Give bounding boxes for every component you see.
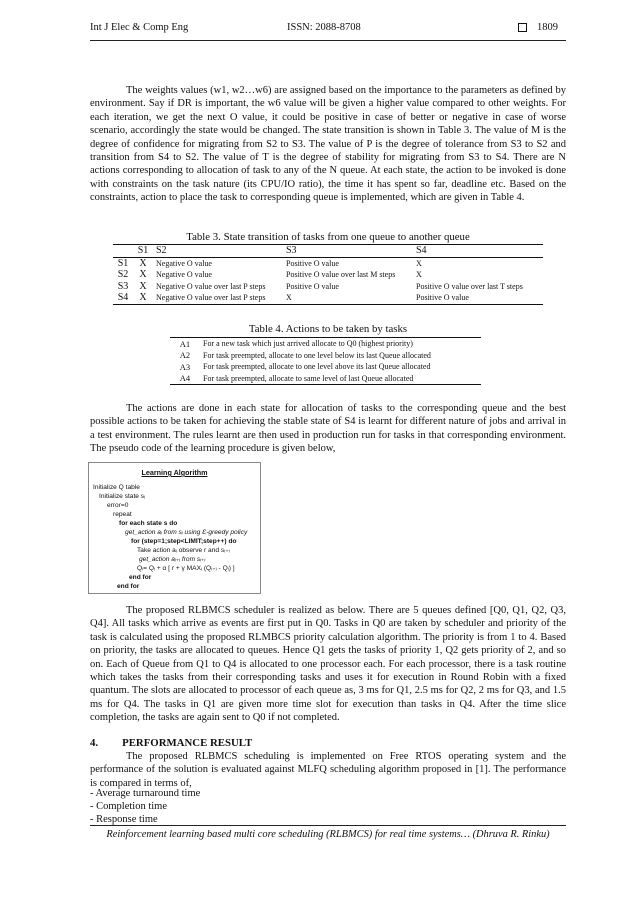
table-row: [113, 269, 543, 281]
table4: [170, 337, 481, 385]
table-cell: For task preempted, allocate to same level of last Queue allocated: [200, 373, 481, 385]
table-cell: Positive O value over last M steps: [286, 270, 396, 280]
table-cell: Positive O value over last T steps: [416, 281, 523, 291]
table-cell: For task preempted, allocate to one level above its last Queue allocated: [203, 362, 431, 372]
table3-header-cell: S2: [153, 245, 283, 258]
list-item: - Completion time: [90, 801, 167, 812]
running-header-journal: Int J Elec & Comp Eng: [90, 22, 189, 33]
table-cell: S1: [117, 257, 129, 269]
table-cell: Positive O value: [286, 258, 339, 268]
table-cell: X: [139, 280, 147, 292]
section-title: PERFORMANCE RESULT: [122, 737, 253, 749]
algorithm-title: Learning Algorithm: [141, 468, 208, 477]
table-cell: X: [139, 257, 147, 269]
algorithm-line: end for: [129, 574, 152, 581]
list-item: - Average turnaround time: [90, 788, 201, 799]
table-row: [113, 292, 543, 304]
table3-header-cell: S1: [133, 245, 153, 258]
table-cell: Negative O value: [156, 258, 212, 268]
algorithm-line: repeat: [113, 511, 132, 518]
footer-rule: [90, 825, 566, 826]
algorithm-line: Qᵢ= Qᵢ + α [ r + γ MAXᵢ (Qᵢ₊ᵢ - Qᵢ) ]: [137, 565, 235, 572]
running-footer: Reinforcement learning based multi core scheduling (RLBMCS) for real time systems… (Dhruva R. Rinku): [106, 829, 550, 840]
table-cell: X: [139, 269, 147, 281]
algorithm-line: end for: [117, 583, 140, 590]
table-row: [170, 373, 481, 385]
table4-caption: Table 4. Actions to be taken by tasks: [248, 323, 408, 335]
table-cell: Positive O value: [286, 281, 339, 291]
table-row: [113, 257, 543, 269]
running-header-issn: ISSN: 2088-8708: [287, 22, 361, 33]
table-cell: A3: [179, 361, 191, 372]
algorithm-line: Initialize Q table: [93, 484, 140, 491]
table3-header-row: [113, 245, 543, 258]
paragraph-scheduler: The proposed RLBMCS scheduler is realized as below. There are 5 queues defined [Q0, Q1, Q2, Q3, Q4]. All tasks which arrive as events are first put in Q0. Tasks in Q0 are taken by scheduler and priority of the task is calculated using the proposed RLMBCS priority calculation algorithm. The priority is from 1 to 4. Based on priority, the tasks are allocated to queues. Hence Q1 gets the tasks of priority 1, Q2 gets priority of 2, and so on. Each of Queue from Q1 to Q4 is allocated to one processor each. For each processor, there is a task routine which takes the tasks from their corresponding tasks and uses it for execution in Round Robin with a fixed quantum. The slots are allocated to processor of each queue as, 3 ms for Q1, 2.5 ms for Q2, 2 ms for Q3, and 1.5 ms for Q4. The tasks in Q1 are given more time slot for execution than tasks in Q4. After the time slice completion, the tasks are again sent to Q0 if not completed.: [90, 605, 566, 724]
table-cell: Negative O value over last P steps: [153, 292, 283, 304]
algorithm-line: error=0: [107, 502, 129, 509]
header-rule: [90, 40, 566, 41]
table3-header-cell: S3: [283, 245, 413, 258]
table-row: [113, 281, 543, 293]
algorithm-line: get_action aᵢ₊ᵢ from sᵢ₊ᵢ: [139, 556, 206, 563]
table-cell: X: [133, 292, 153, 304]
paragraph-actions: The actions are done in each state for allocation of tasks to the corresponding queue and the best possible actions to be taken for achieving the stable state of S4 is learnt for different nature of jobs and arrival in a test environment. The rules learnt are then used in production run for tasks in that corresponding environment. The pseudo code of the learning procedure is given below,: [90, 403, 566, 455]
table-cell: Positive O value: [413, 292, 543, 304]
table-cell: A2: [179, 350, 191, 361]
section-number: 4.: [90, 737, 99, 749]
checkbox-square-icon: [518, 23, 527, 32]
table-cell: S2: [117, 269, 129, 281]
table-row: [170, 350, 481, 362]
table3-header-cell: S4: [413, 245, 543, 258]
running-header-page: [518, 22, 558, 33]
table3: [113, 244, 543, 305]
table-cell: For task preempted, allocate to one level below its last Queue allocated: [203, 350, 431, 360]
table3-header-cell: [113, 245, 133, 258]
table-cell: Negative O value: [156, 270, 212, 280]
table-cell: A1: [170, 338, 200, 350]
paragraph-weights: The weights values (w1, w2…w6) are assigned based on the importance to the parameters as defined by environment. Say if DR is important, the w6 value will be given a higher value compared to other weights. For each iteration, we get the next O value, it could be positive in case of better or negative in case of worse scenario, accordingly the state would be changed. The state transition is shown in Table 3. The value of M is the degree of confidence for migrating from S2 to S3. The value of P is the degree of tolerance from S3 to S2 and transition from S4 to S2. The value of T is the degree of stability for migrating from S3 to S4. There are N actions corresponding to allocation of task to any of the N queue. At each state, the action to be invoked is done with constraints on the task nature (its CPU/IO ratio), the time it has spent so far, deadline etc. Based on the constraints, action to place the task to corresponding queue is implemented, which are given in Table 4.: [90, 85, 566, 204]
table-cell: Negative O value over last P steps: [156, 281, 266, 291]
learning-algorithm-figure: [88, 462, 261, 594]
algorithm-line: get_action aᵢ from sᵢ using Ɛ-greedy policy: [125, 529, 248, 536]
table-cell: S4: [113, 292, 133, 304]
table-cell: X: [416, 258, 422, 268]
table-cell: X: [416, 270, 422, 280]
algorithm-line: Take action aᵢ observe r and sᵢ₊ᵢ: [137, 547, 230, 554]
table-row: [170, 338, 481, 350]
table-cell: A4: [170, 373, 200, 385]
algorithm-line: Initialize state sᵢ: [99, 493, 146, 500]
table-cell: X: [283, 292, 413, 304]
algorithm-line: for each state s do: [119, 520, 178, 527]
section-heading: [90, 737, 252, 749]
table-row: [170, 361, 481, 373]
table3-caption: Table 3. State transition of tasks from one queue to another queue: [186, 231, 470, 243]
table-cell: For a new task which just arrived allocate to Q0 (highest priority): [200, 338, 481, 350]
page-number: 1809: [537, 22, 558, 33]
algorithm-line: for (step=1;step<LIMIT;step++) do: [131, 538, 237, 545]
list-item: - Response time: [90, 814, 158, 825]
table-cell: S3: [117, 280, 129, 292]
paragraph-performance: The proposed RLBMCS scheduling is implemented on Free RTOS operating system and the performance of the solution is evaluated against MLFQ scheduling algorithm proposed in [1]. The performance is compared in terms of,: [90, 751, 566, 789]
